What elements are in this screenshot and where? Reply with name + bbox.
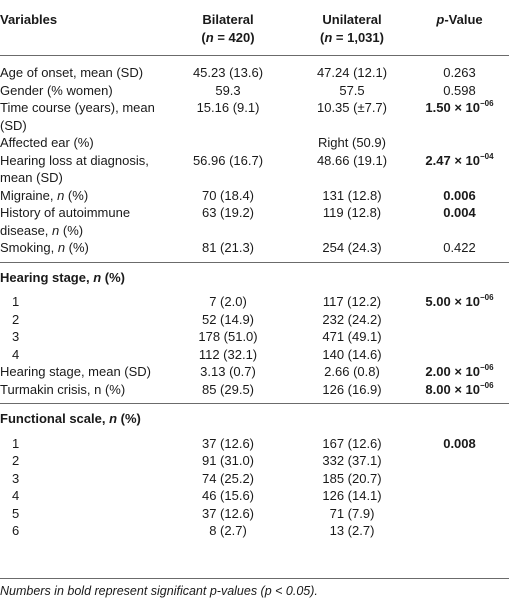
section-header-hearing-stage	[0, 262, 509, 291]
unilateral-cell: 48.66 (19.1)	[316, 152, 388, 168]
bilateral-cell: 70 (18.4)	[201, 187, 255, 203]
unilateral-cell: 47.24 (12.1)	[316, 65, 388, 80]
unilateral-cell: 126 (14.1)	[322, 488, 382, 503]
row-label: 4	[12, 346, 20, 362]
table-row	[0, 134, 509, 152]
header-row	[0, 0, 509, 56]
pvalue-cell	[410, 328, 509, 346]
row-label: 2	[12, 311, 20, 327]
pvalue-cell: 0.263	[443, 65, 476, 80]
pvalue-exponent: −04	[480, 151, 494, 161]
pvalue-exponent: −06	[480, 380, 494, 390]
header-unilateral-count: = 1,031)	[332, 30, 384, 45]
table-row	[0, 311, 509, 329]
bilateral-cell: 8 (2.7)	[209, 523, 247, 538]
row-label: Affected ear (%)	[0, 135, 94, 150]
pvalue-cell	[410, 487, 509, 505]
row-label: Turmakin crisis, n (%)	[0, 381, 126, 397]
bilateral-cell: 45.23 (13.6)	[192, 65, 264, 80]
bilateral-cell: 178 (51.0)	[198, 329, 258, 344]
row-label: 5	[12, 505, 20, 521]
pvalue-base: 1.50 × 10	[425, 100, 480, 115]
section-title-n: n	[93, 269, 102, 285]
pvalue-cell	[410, 470, 509, 488]
row-label: 1	[12, 435, 20, 451]
pvalue-cell: 0.008	[443, 435, 476, 451]
pvalue-cell	[410, 505, 509, 523]
unilateral-cell: 119 (12.8)	[322, 205, 382, 220]
table-row	[0, 82, 509, 100]
section-title	[0, 262, 509, 291]
pvalue-base: 2.47 × 10	[425, 152, 480, 168]
bilateral-cell: 56.96 (16.7)	[192, 152, 264, 168]
pvalue-cell: 0.598	[443, 82, 476, 98]
row-label: Time course (years), mean (SD)	[0, 100, 155, 133]
pvalue-cell	[410, 311, 509, 329]
table-row	[0, 346, 509, 364]
row-label: 4	[12, 488, 20, 503]
unilateral-cell: 167 (12.6)	[322, 435, 382, 451]
pvalue-cell	[410, 152, 509, 187]
table-row	[0, 152, 509, 187]
bilateral-cell: 91 (31.0)	[201, 453, 255, 468]
pvalue-cell	[410, 363, 509, 381]
label-suffix: (%)	[59, 222, 84, 238]
table-row	[0, 363, 509, 381]
label-text: Migraine,	[0, 187, 58, 203]
header-bilateral: Bilateral (n = 420)	[162, 0, 294, 56]
bilateral-cell: 15.16 (9.1)	[196, 100, 260, 115]
pvalue-base: 8.00 × 10	[425, 381, 480, 397]
pvalue-cell	[410, 99, 509, 134]
row-label	[0, 204, 162, 239]
label-n: n	[57, 187, 65, 203]
header-variables: Variables	[0, 0, 162, 56]
header-unilateral-n: n	[324, 30, 333, 45]
header-pvalue	[410, 0, 509, 56]
pvalue-exponent: −06	[480, 99, 494, 108]
table-row	[0, 452, 509, 470]
bilateral-cell: 3.13 (0.7)	[200, 364, 256, 379]
table-row	[0, 99, 509, 134]
table-row	[0, 522, 509, 540]
table-row	[0, 204, 509, 239]
label-n: n	[57, 240, 66, 255]
pvalue-cell: 0.006	[443, 187, 476, 203]
row-label: Hearing stage, mean (SD)	[0, 364, 152, 379]
table-row	[0, 487, 509, 505]
bilateral-cell: 37 (12.6)	[201, 435, 255, 451]
unilateral-cell: 126 (16.9)	[322, 381, 382, 397]
table-row	[0, 328, 509, 346]
section-title-suffix: (%)	[101, 269, 125, 285]
pvalue-cell	[410, 522, 509, 540]
unilateral-cell: 232 (24.2)	[322, 311, 382, 327]
row-label: 1	[12, 294, 20, 309]
bilateral-cell: 112 (32.1)	[198, 346, 258, 362]
label-suffix: (%)	[64, 187, 89, 203]
row-label: 6	[12, 523, 20, 538]
unilateral-cell: 471 (49.1)	[322, 329, 382, 344]
section-title-text: Functional scale,	[0, 411, 110, 426]
section-title-n: n	[109, 411, 118, 426]
unilateral-cell: 57.5	[339, 82, 365, 98]
label-suffix: (%)	[65, 240, 89, 255]
unilateral-cell: 117 (12.2)	[322, 294, 382, 309]
row-label: 3	[12, 329, 20, 344]
pvalue-base: 5.00 × 10	[425, 294, 480, 309]
pvalue-cell	[410, 381, 509, 404]
bilateral-cell: 7 (2.0)	[209, 294, 247, 309]
row-label: Age of onset, mean (SD)	[0, 65, 144, 80]
unilateral-cell: Right (50.9)	[318, 135, 386, 150]
table-footnote: Numbers in bold represent significant p-values (p < 0.05).	[0, 584, 318, 598]
table-bottom-rule	[0, 578, 509, 579]
header-pvalue-rest: -Value	[444, 12, 483, 27]
table-row	[0, 239, 509, 262]
pvalue-cell	[410, 346, 509, 364]
bilateral-cell: 81 (21.3)	[201, 240, 255, 255]
table-row	[0, 56, 509, 82]
row-label	[0, 187, 162, 205]
pvalue-cell	[410, 291, 509, 311]
bilateral-cell: 63 (19.2)	[201, 205, 255, 220]
table-row	[0, 470, 509, 488]
table-row	[0, 381, 509, 404]
header-bilateral-title: Bilateral	[202, 12, 254, 27]
header-bilateral-n: n	[205, 30, 214, 45]
table-row	[0, 187, 509, 205]
bilateral-cell: 59.3	[215, 82, 241, 98]
unilateral-cell: 332 (37.1)	[322, 453, 382, 468]
table-row	[0, 433, 509, 453]
pvalue-base: 2.00 × 10	[425, 364, 480, 379]
bilateral-cell: 37 (12.6)	[201, 505, 255, 521]
pvalue-exponent: −06	[480, 363, 494, 372]
header-unilateral: Unilateral (n = 1,031)	[294, 0, 410, 56]
unilateral-cell: 2.66 (0.8)	[324, 364, 380, 379]
row-label	[0, 239, 162, 262]
row-label: 3	[12, 470, 20, 486]
unilateral-cell: 10.35 (±7.7)	[316, 100, 387, 115]
pvalue-cell: 0.004	[443, 205, 476, 220]
pvalue-cell: 0.422	[443, 240, 476, 255]
section-header-functional-scale	[0, 404, 509, 433]
row-label: 2	[12, 453, 20, 468]
bilateral-cell: 46 (15.6)	[201, 488, 255, 503]
unilateral-cell: 254 (24.3)	[322, 240, 382, 255]
section-title-text: Hearing stage,	[0, 269, 94, 285]
bilateral-cell: 52 (14.9)	[201, 311, 255, 327]
unilateral-cell: 131 (12.8)	[322, 187, 382, 203]
unilateral-cell: 140 (14.6)	[322, 346, 382, 362]
bilateral-cell: 85 (29.5)	[201, 381, 255, 397]
row-label: Hearing loss at diagnosis, mean (SD)	[0, 152, 149, 185]
row-label: Gender (% women)	[0, 82, 113, 98]
header-bilateral-count: = 420)	[213, 30, 255, 45]
label-text: Smoking,	[0, 240, 58, 255]
bilateral-cell	[162, 134, 294, 152]
header-pvalue-p: p	[436, 12, 445, 27]
table-row	[0, 505, 509, 523]
table-row	[0, 291, 509, 311]
label-text: History of autoimmune disease,	[0, 205, 131, 238]
header-unilateral-title: Unilateral	[322, 12, 382, 27]
pvalue-cell	[410, 134, 509, 152]
section-title-suffix: (%)	[117, 411, 141, 426]
label-n: n	[52, 222, 60, 238]
unilateral-cell: 13 (2.7)	[329, 523, 375, 538]
pvalue-exponent: −06	[480, 293, 494, 302]
pvalue-cell	[410, 452, 509, 470]
unilateral-cell: 71 (7.9)	[329, 505, 375, 521]
unilateral-cell: 185 (20.7)	[322, 470, 382, 486]
section-title	[0, 404, 509, 433]
bilateral-cell: 74 (25.2)	[201, 470, 255, 486]
